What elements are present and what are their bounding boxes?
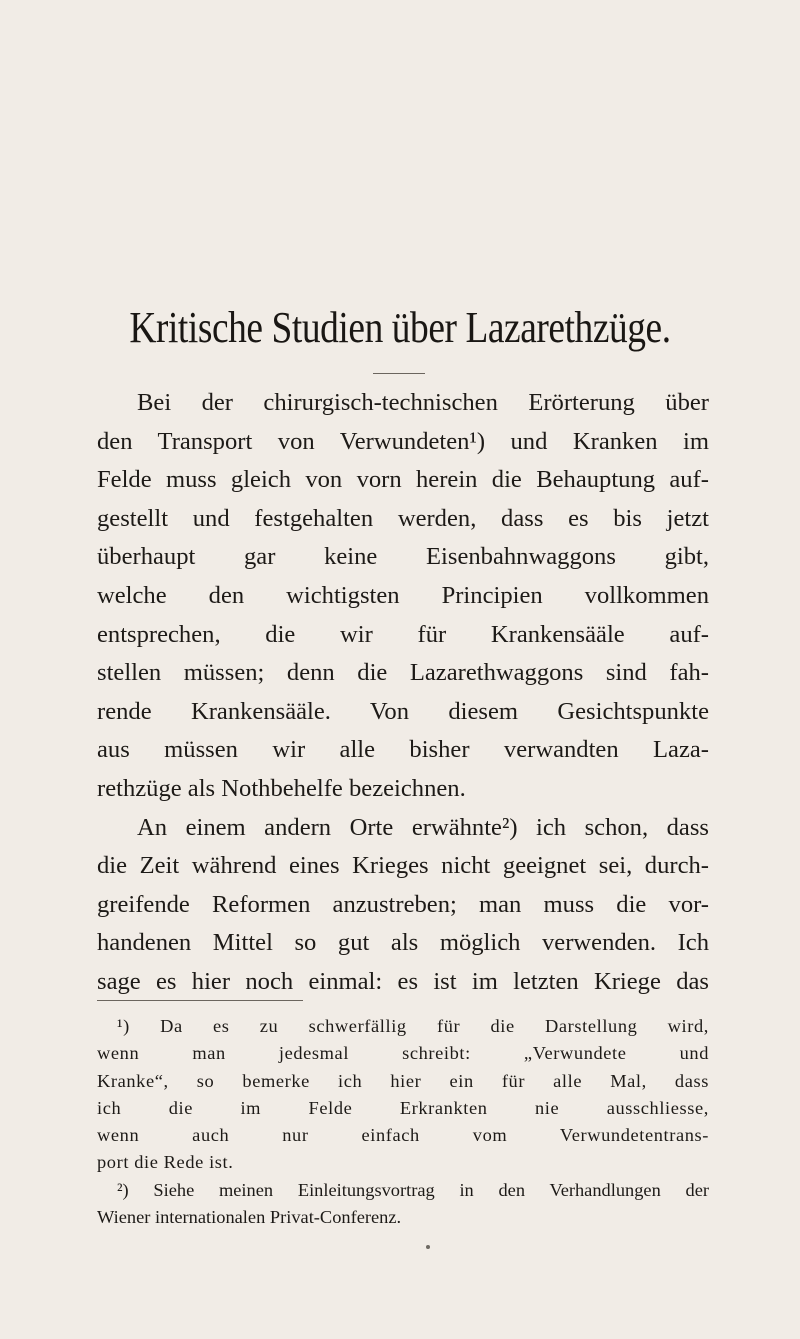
paper-speck — [426, 1245, 430, 1249]
footnote-line: wenn man jedesmal schreibt: „Verwundete und — [97, 1043, 709, 1064]
text-line: Bei der chirurgisch-technischen Erörterung über — [137, 389, 709, 416]
footnote-line: port die Rede ist. — [97, 1152, 234, 1173]
text-line: sage es hier noch einmal: es ist im letzten Kriege das — [97, 967, 709, 995]
footnotes — [97, 1013, 709, 1231]
text-line: gestellt und festgehalten werden, dass es bis jetzt — [97, 504, 709, 532]
footnote-line: Wiener internationalen Privat-Conferenz. — [97, 1207, 402, 1228]
footnote-line: ich die im Felde Erkrankten nie ausschliesse, — [97, 1097, 709, 1118]
text-line: rende Krankensääle. Von diesem Gesichtspunkte — [97, 697, 709, 725]
text-line: die Zeit während eines Krieges nicht geeignet sei, durch- — [97, 852, 709, 880]
footnote-line: wenn auch nur einfach vom Verwundetentrans- — [97, 1125, 709, 1146]
text-line: greifende Reformen anzustreben; man muss die vor- — [97, 890, 709, 918]
text-line: den Transport von Verwundeten¹) und Kranken im — [97, 427, 709, 455]
page-title: Kritische Studien über Lazarethzüge. — [129, 303, 671, 352]
text-line: aus müssen wir alle bisher verwandten Laza- — [97, 736, 709, 764]
text-line: welche den wichtigsten Principien vollkommen — [97, 581, 709, 609]
text-line: Felde muss gleich von vorn herein die Behauptung auf- — [97, 466, 709, 494]
text-line: rethzüge als Nothbehelfe bezeichnen. — [97, 774, 466, 802]
text-line: stellen müssen; denn die Lazarethwaggons sind fah- — [97, 659, 709, 687]
footnote-line: ²) Siehe meinen Einleitungsvortrag in den Verhandlungen der — [117, 1179, 709, 1200]
text-line: überhaupt gar keine Eisenbahnwaggons gibt, — [97, 543, 709, 571]
text-line: handenen Mittel so gut als möglich verwenden. Ich — [97, 929, 709, 957]
text-line: entsprechen, die wir für Krankensääle auf- — [97, 620, 709, 648]
footnote-line: ¹) Da es zu schwerfällig für die Darstellung wird, — [117, 1016, 709, 1036]
title-divider — [373, 373, 425, 374]
footnote-divider — [97, 1000, 303, 1001]
footnote-line: Kranke“, so bemerke ich hier ein für alle Mal, dass — [97, 1070, 709, 1091]
body-text — [97, 384, 709, 1002]
text-line: An einem andern Orte erwähnte²) ich schon, dass — [137, 813, 709, 841]
